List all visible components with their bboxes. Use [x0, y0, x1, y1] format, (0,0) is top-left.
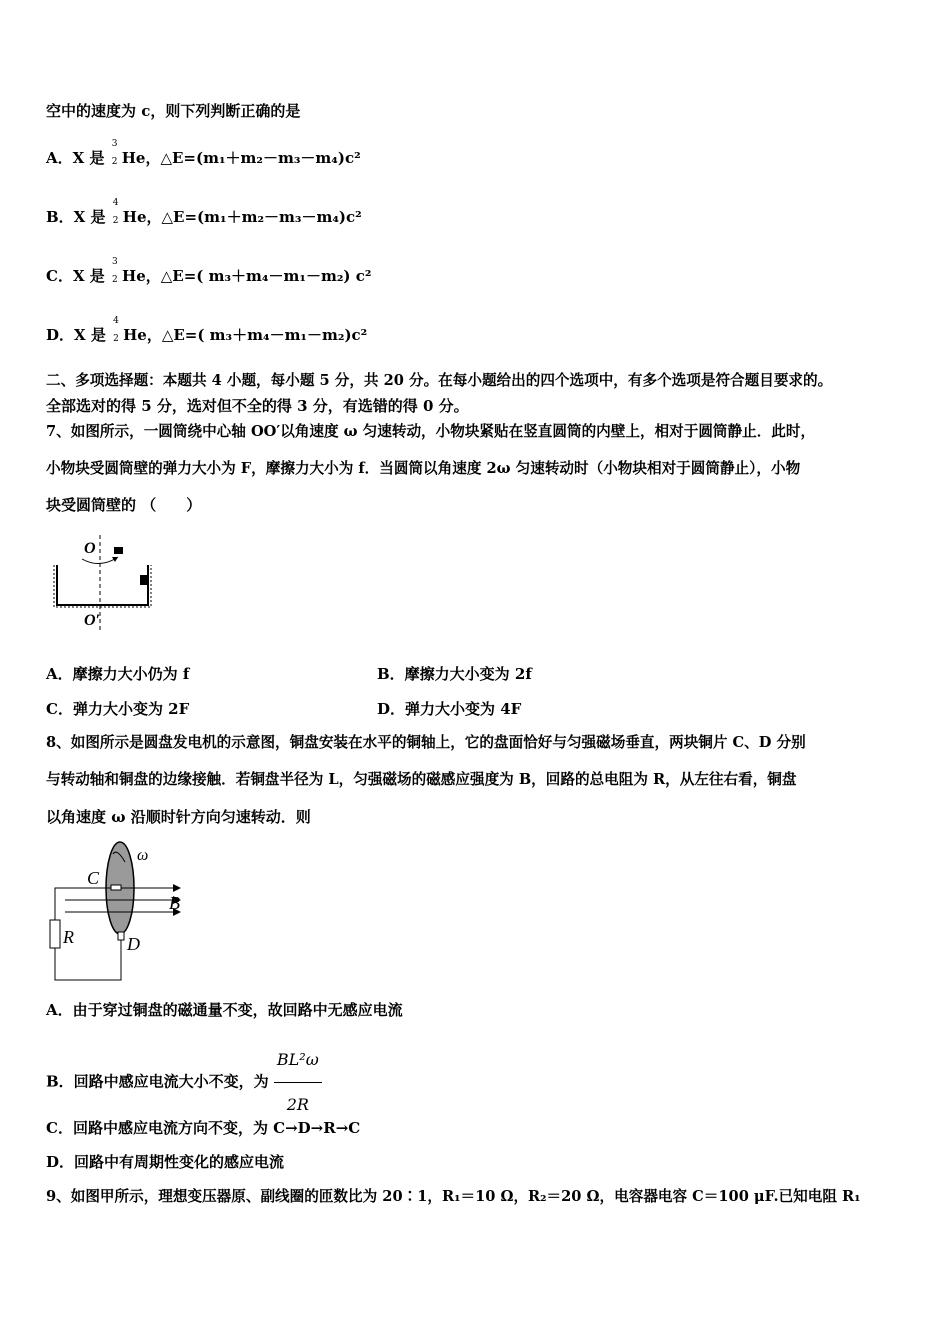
atomic-number: 2: [112, 275, 118, 285]
mass-number: 3: [112, 257, 118, 267]
helium-isotope: [110, 257, 122, 285]
brush-label-d: D: [127, 934, 140, 954]
q7-stem-line1: 7、如图所示，一圆筒绕中心轴 OO′以角速度 ω 匀速转动，小物块紧贴在竖直圆筒的内壁上，相对于圆筒静止．此时，: [46, 423, 816, 440]
mass-number: 3: [111, 139, 118, 149]
q6-option-d-tail: He，△E=( m₃＋m₄－m₁－m₂)c²: [123, 326, 368, 344]
brush-d: [118, 932, 124, 940]
q6-option-b-label: B．X 是: [46, 208, 106, 226]
q7-option-b: B．摩擦力大小变为 2f: [377, 665, 532, 683]
brush-label-c: C: [87, 868, 100, 888]
atomic-number: 2: [113, 334, 119, 344]
q7-stem-line3: 块受圆筒壁的 （ ）: [46, 496, 202, 514]
q7-option-d: D．弹力大小变为 4F: [377, 700, 522, 718]
omega-symbol-block: [114, 547, 123, 554]
section2-line2: 全部选对的得 5 分，选对但不全的得 3 分，有选错的得 0 分。: [46, 397, 469, 415]
q6-option-d-label: D．X 是: [46, 326, 106, 344]
q8-disk-generator-figure: [45, 840, 195, 985]
section2-line1: 二、多项选择题：本题共 4 小题，每小题 5 分，共 20 分。在每小题给出的四个选项中，有多个选项是符合题目要求的。: [46, 372, 833, 389]
q6-option-c: [46, 257, 372, 287]
q6-option-a-label: A．X 是: [46, 149, 105, 167]
q6-option-c-label: C．X 是: [46, 267, 105, 285]
mass-number: 4: [112, 198, 119, 208]
field-arrowhead: [173, 884, 181, 892]
fraction-denominator: 2R: [286, 1095, 309, 1114]
q7-option-c: C．弹力大小变为 2F: [46, 700, 190, 718]
q6-option-a: [46, 139, 361, 169]
field-label-b: B: [169, 893, 180, 913]
helium-isotope: [111, 198, 123, 226]
q7-cylinder-figure: [50, 535, 165, 630]
resistor-r: [50, 920, 60, 948]
q8-option-d: D．回路中有周期性变化的感应电流: [46, 1153, 285, 1171]
q6-option-d: [46, 316, 368, 346]
resistor-label-r: R: [63, 927, 74, 947]
helium-isotope: [110, 139, 122, 167]
q8-option-c: C．回路中感应电流方向不变，为 C→D→R→C: [46, 1119, 361, 1137]
q6-option-b-tail: He，△E=(m₁＋m₂－m₃－m₄)c²: [122, 208, 362, 226]
q8-stem-line2: 与转动轴和铜盘的边缘接触．若铜盘半径为 L，匀强磁场的磁感应强度为 B，回路的总电阻为 R，从左往右看，铜盘: [46, 771, 797, 788]
axis-label-bottom: O′: [84, 612, 101, 629]
cylinder-hatching: [54, 565, 151, 607]
omega-label: ω: [137, 847, 149, 864]
q8-stem-line1: 8、如图所示是圆盘发电机的示意图，铜盘安装在水平的铜轴上，它的盘面恰好与匀强磁场垂直，两块铜片 C、D 分别: [46, 734, 806, 751]
q9-stem-line1: 9、如图甲所示，理想变压器原、副线圈的匝数比为 20∶1，R₁＝10 Ω，R₂＝20 Ω，电容器电容 C＝100 μF.已知电阻 R₁: [46, 1188, 861, 1205]
current-fraction: [274, 1040, 322, 1125]
q6-option-b: [46, 198, 362, 228]
q7-stem-line2: 小物块受圆筒壁的弹力大小为 F，摩擦力大小为 f．当圆筒以角速度 2ω 匀速转动时（小物块相对于圆筒静止），小物: [46, 460, 801, 477]
atomic-number: 2: [111, 157, 118, 167]
q6-option-a-tail: He，△E=(m₁＋m₂－m₃－m₄)c²: [121, 149, 361, 167]
q6-option-c-tail: He，△E=( m₃＋m₄－m₁－m₂) c²: [122, 267, 372, 285]
fraction-numerator: BL²ω: [274, 1040, 322, 1083]
q8-option-b: [46, 1040, 322, 1125]
mass-number: 4: [113, 316, 119, 326]
axis-label-top: O: [84, 540, 96, 557]
cylinder-wall: [57, 565, 148, 605]
helium-isotope: [111, 316, 123, 344]
q8-option-b-label: B．回路中感应电流大小不变，为: [46, 1072, 269, 1091]
small-block: [140, 575, 147, 585]
q7-option-a: A．摩擦力大小仍为 f: [46, 665, 190, 683]
q8-option-a: A．由于穿过铜盘的磁通量不变，故回路中无感应电流: [46, 1001, 403, 1019]
atomic-number: 2: [112, 216, 119, 226]
intro-tail: 空中的速度为 c，则下列判断正确的是: [46, 102, 301, 120]
q8-stem-line3: 以角速度 ω 沿顺时针方向匀速转动．则: [46, 808, 311, 826]
brush-c: [111, 885, 121, 890]
